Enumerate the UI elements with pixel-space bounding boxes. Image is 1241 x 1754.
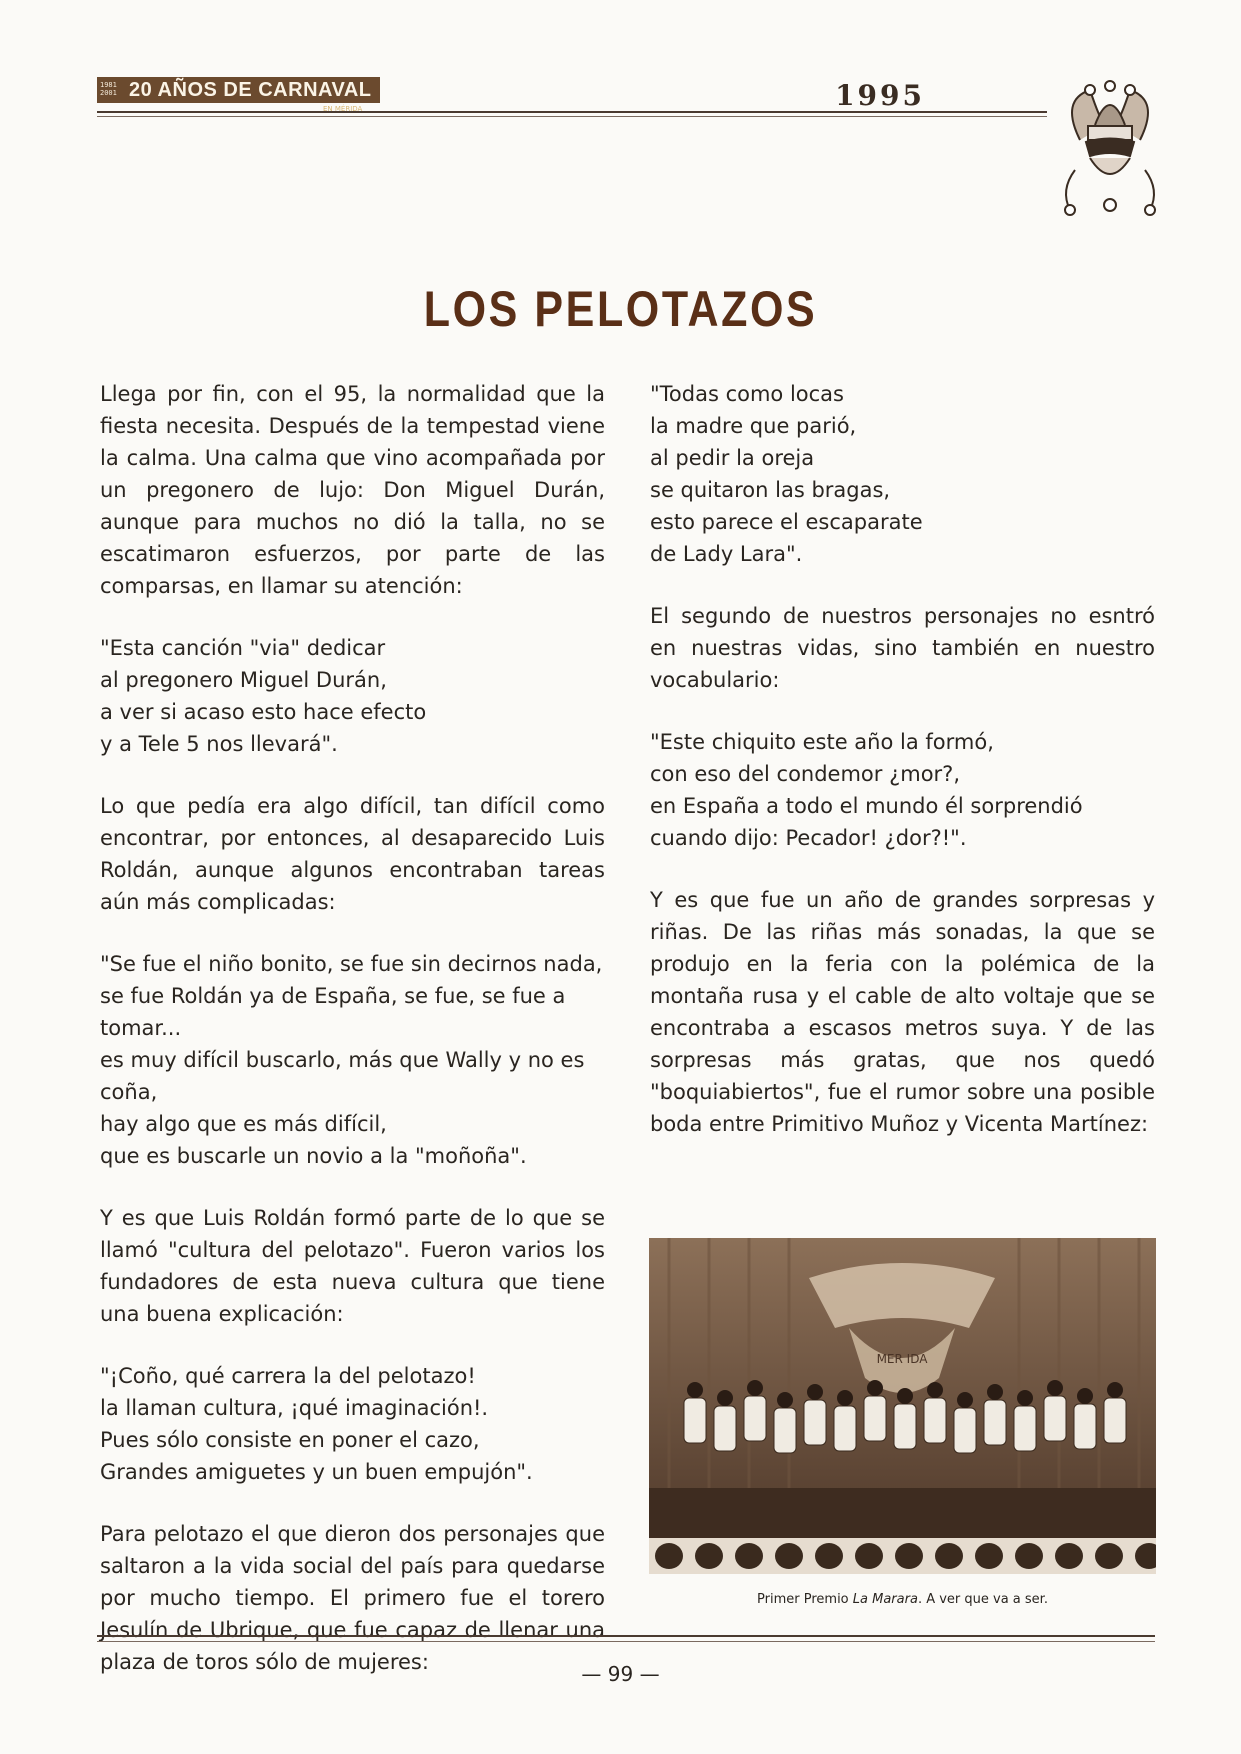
logo-year-end: 2001 xyxy=(100,89,117,97)
carnival-logo xyxy=(97,77,380,103)
logo-year-start: 1981 xyxy=(100,81,117,89)
header-rule xyxy=(97,111,1047,113)
verse-line: "¡Coño, qué carrera la del pelotazo! xyxy=(100,1364,476,1388)
right-column xyxy=(650,378,1155,1170)
footer-rule-thin xyxy=(97,1641,1155,1642)
header-rule-thin xyxy=(97,116,1047,117)
caption-title: La Marara xyxy=(852,1592,918,1607)
verse-line: y a Tele 5 nos llevará". xyxy=(100,732,338,756)
verse-line: "Esta canción "via" dedicar xyxy=(100,636,386,660)
verse-line: Pues sólo consiste en poner el cazo, xyxy=(100,1428,480,1452)
verse-line: se quitaron las bragas, xyxy=(650,478,891,502)
caption-suffix: . A ver que va a ser. xyxy=(917,1592,1048,1607)
logo-years xyxy=(97,77,123,103)
verse-line: cuando dijo: Pecador! ¿dor?!". xyxy=(650,826,967,850)
verse xyxy=(100,632,605,760)
verse xyxy=(100,1360,605,1488)
paragraph: El segundo de nuestros personajes no esntró en nuestras vidas, sino también en nuestro vocabulario: xyxy=(650,604,1155,692)
jester-mask-icon xyxy=(1050,80,1170,220)
verse-line: "Todas como locas xyxy=(650,382,844,406)
verse-line: al pregonero Miguel Durán, xyxy=(100,668,387,692)
verse-line: al pedir la oreja xyxy=(650,446,815,470)
verse-line: de Lady Lara". xyxy=(650,542,803,566)
article-title: LOS PELOTAZOS xyxy=(423,281,818,337)
verse-line: la llaman cultura, ¡qué imaginación!. xyxy=(100,1396,489,1420)
verse-line: que es buscarle un novio a la "moñoña". xyxy=(100,1144,527,1168)
logo-subtitle: EN MÉRIDA xyxy=(323,105,363,113)
year-label: 1995 xyxy=(835,79,925,112)
page-number: — 99 — xyxy=(581,1662,660,1686)
verse-line: Grandes amiguetes y un buen empujón". xyxy=(100,1460,533,1484)
verse-line: "Se fue el niño bonito, se fue sin decirnos nada, xyxy=(100,952,603,976)
verse-line: "Este chiquito este año la formó, xyxy=(650,730,994,754)
page-header xyxy=(97,77,1047,117)
footer-rule xyxy=(97,1635,1155,1637)
paragraph: Lo que pedía era algo difícil, tan difícil como encontrar, por entonces, al desaparecido Luis Roldán, aunque algunos encontraban tareas aún más complicadas: xyxy=(100,794,605,914)
caption-prefix: Primer Premio xyxy=(757,1592,853,1607)
paragraph: Llega por fin, con el 95, la normalidad que la fiesta necesita. Después de la tempestad viene la calma. Una calma que vino acompañada por un pregonero de lujo: Don Miguel Durán, aunque para muchos no dió la talla, no se escatimaron esfuerzos, por parte de las comparsas, en llamar su atención: xyxy=(100,382,605,598)
verse-line: esto parece el escaparate xyxy=(650,510,923,534)
verse-line: con eso del condemor ¿mor?, xyxy=(650,762,960,786)
paragraph: Para pelotazo el que dieron dos personajes que saltaron a la vida social del país para quedarse por mucho tiempo. El primero fue el torero Jesulín de Ubrique, que fue capaz de llenar una plaza de toros sólo de mujeres: xyxy=(100,1522,605,1674)
verse-line: se fue Roldán ya de España, se fue, se fue a tomar... xyxy=(100,984,566,1040)
verse xyxy=(650,378,1155,570)
left-column xyxy=(100,378,605,1708)
paragraph: Y es que Luis Roldán formó parte de lo que se llamó "cultura del pelotazo". Fueron varios los fundadores de esta nueva cultura que tiene una buena explicación: xyxy=(100,1206,605,1326)
verse-line: hay algo que es más difícil, xyxy=(100,1112,387,1136)
verse-line: en España a todo el mundo él sorprendió xyxy=(650,794,1083,818)
stage-photo-illustration xyxy=(649,1238,1156,1574)
verse xyxy=(650,726,1155,854)
verse-line: es muy difícil buscarlo, más que Wally y no es coña, xyxy=(100,1048,585,1104)
photo-caption xyxy=(649,1592,1156,1607)
banner-text: MER IDA xyxy=(876,1352,928,1366)
stage-photo xyxy=(649,1238,1156,1574)
logo-title: 20 AÑOS DE CARNAVAL xyxy=(123,77,380,103)
verse-line: a ver si acaso esto hace efecto xyxy=(100,700,427,724)
verse-line: la madre que parió, xyxy=(650,414,857,438)
verse xyxy=(100,948,605,1172)
paragraph: Y es que fue un año de grandes sorpresas y riñas. De las riñas más sonadas, la que se produjo en la feria con la polémica de la montaña rusa y el cable de alto voltaje que se encontraba a escasos metros suya. Y de las sorpresas más gratas, que nos quedó "boquiabiertos", fue el rumor sobre una posible boda entre Primitivo Muñoz y Vicenta Martínez: xyxy=(650,888,1155,1136)
